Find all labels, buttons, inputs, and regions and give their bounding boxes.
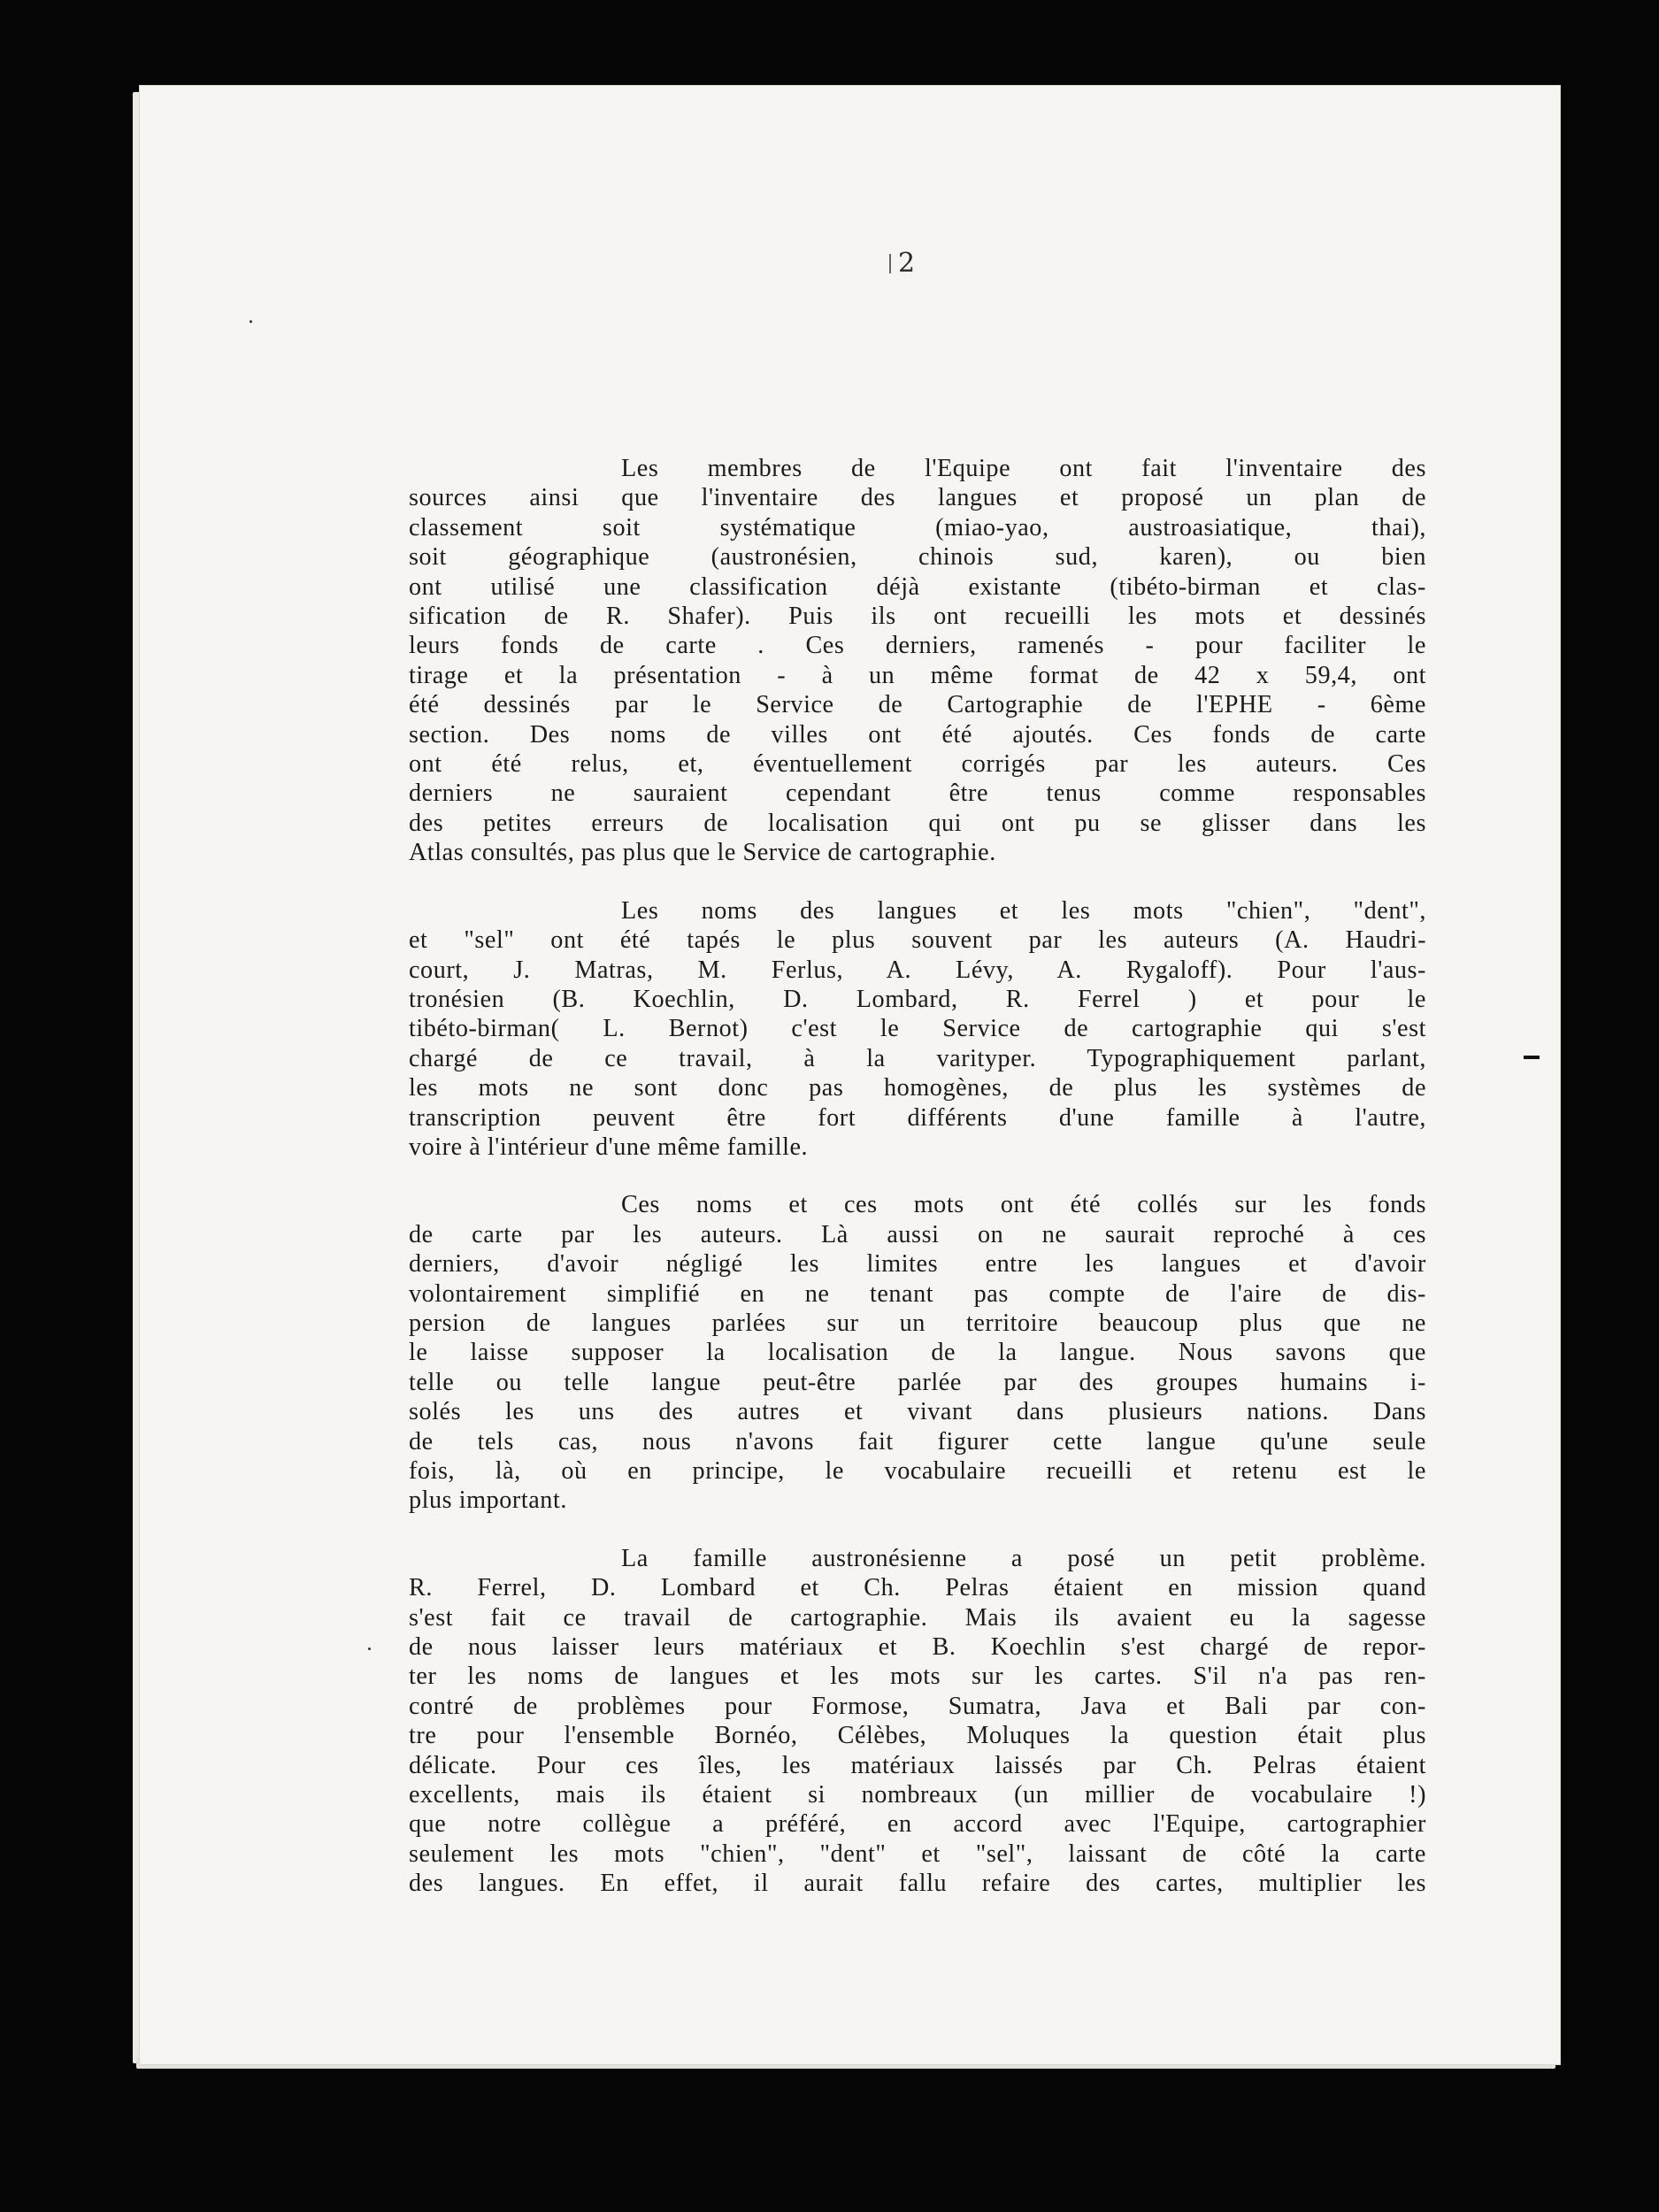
text-line: telle ou telle langue peut-être parlée par des groupes humains i- xyxy=(409,1368,1426,1396)
speck xyxy=(250,320,252,323)
text-line: tronésien (B. Koechlin, D. Lombard, R. Ferrel ) et pour le xyxy=(409,985,1426,1013)
text-line: transcription peuvent être fort différents d'une famille à l'autre, xyxy=(409,1103,1426,1132)
text-line: R. Ferrel, D. Lombard et Ch. Pelras étaient en mission quand xyxy=(409,1574,1426,1602)
text-line: tirage et la présentation - à un même format de 42 x 59,4, ont xyxy=(409,661,1426,689)
text-line: s'est fait ce travail de cartographie. Mais ils avaient eu la sagesse xyxy=(409,1603,1426,1632)
body-text xyxy=(409,454,1426,1927)
text-line: que notre collègue a préféré, en accord avec l'Equipe, cartographier xyxy=(409,1810,1426,1839)
text-line: seulement les mots "chien", "dent" et "sel", laissant de côté la carte xyxy=(409,1839,1426,1868)
text-line: leurs fonds de carte . Ces derniers, ramenés - pour faciliter le xyxy=(409,632,1426,660)
text-line: les mots ne sont donc pas homogènes, de plus les systèmes de xyxy=(409,1074,1426,1102)
text-line: été dessinés par le Service de Cartographie de l'EPHE - 6ème xyxy=(409,691,1426,719)
text-line: délicate. Pour ces îles, les matériaux laissés par Ch. Pelras étaient xyxy=(409,1751,1426,1779)
text-line: classement soit systématique (miao-yao, austroasiatique, thai), xyxy=(409,513,1426,541)
text-line: derniers ne sauraient cependant être tenus comme responsables xyxy=(409,780,1426,808)
text-line: section. Des noms de villes ont été ajoutés. Ces fonds de carte xyxy=(409,720,1426,749)
text-line: de nous laisser leurs matériaux et B. Koechlin s'est chargé de repor- xyxy=(409,1633,1426,1662)
text-line: court, J. Matras, M. Ferlus, A. Lévy, A. Rygaloff). Pour l'aus- xyxy=(409,956,1426,984)
page-number: 2 xyxy=(889,248,915,279)
text-line: chargé de ce travail, à la varityper. Typographiquement parlant, xyxy=(409,1044,1426,1072)
text-line: et "sel" ont été tapés le plus souvent par les auteurs (A. Haudri- xyxy=(409,926,1426,955)
text-line: sification de R. Shafer). Puis ils ont recueilli les mots et dessinés xyxy=(409,603,1426,631)
text-line: Les membres de l'Equipe ont fait l'inventaire des xyxy=(621,455,1426,482)
text-line: volontairement simplifié en ne tenant pas compte de l'aire de dis- xyxy=(409,1279,1426,1308)
text-line: le laisse supposer la localisation de la langue. Nous savons que xyxy=(409,1339,1426,1367)
text-line: de carte par les auteurs. Là aussi on ne saurait reproché à ces xyxy=(409,1220,1426,1248)
text-line: tibéto-birman( L. Bernot) c'est le Service de cartographie qui s'est xyxy=(409,1015,1426,1043)
paragraph xyxy=(409,896,1426,1163)
text-line: Ces noms et ces mots ont été collés sur les fonds xyxy=(621,1191,1426,1219)
text-line: fois, là, où en principe, le vocabulaire recueilli et retenu est le xyxy=(409,1457,1426,1485)
paragraph xyxy=(409,1190,1426,1515)
text-line: ont été relus, et, éventuellement corrigés par les auteurs. Ces xyxy=(409,750,1426,779)
text-line: voire à l'intérieur d'une même famille. xyxy=(409,1133,809,1161)
text-line: Atlas consultés, pas plus que le Service de cartographie. xyxy=(409,839,996,867)
text-line: derniers, d'avoir négligé les limites entre les langues et d'avoir xyxy=(409,1250,1426,1279)
paragraph xyxy=(409,454,1426,868)
text-line: de tels cas, nous n'avons fait figurer cette langue qu'une seule xyxy=(409,1427,1426,1455)
text-line: ter les noms de langues et les mots sur les cartes. S'il n'a pas ren- xyxy=(409,1663,1426,1691)
text-line: La famille austronésienne a posé un petit problème. xyxy=(621,1544,1426,1572)
paragraph xyxy=(409,1544,1426,1899)
text-line: sources ainsi que l'inventaire des langues et proposé un plan de xyxy=(409,484,1426,512)
text-line: ont utilisé une classification déjà existante (tibéto-birman et clas- xyxy=(409,572,1426,601)
text-line: persion de langues parlées sur un territoire beaucoup plus que ne xyxy=(409,1309,1426,1337)
margin-mark xyxy=(1524,1056,1540,1059)
text-line: tre pour l'ensemble Bornéo, Célèbes, Moluques la question était plus xyxy=(409,1722,1426,1750)
text-line: plus important. xyxy=(409,1486,567,1515)
text-line: soit géographique (austronésien, chinois sud, karen), ou bien xyxy=(409,543,1426,572)
speck xyxy=(368,1647,371,1650)
page-number-mark xyxy=(889,254,891,273)
text-line: Les noms des langues et les mots "chien", "dent", xyxy=(621,896,1426,925)
text-line: solés les uns des autres et vivant dans plusieurs nations. Dans xyxy=(409,1398,1426,1426)
text-line: contré de problèmes pour Formose, Sumatra, Java et Bali par con- xyxy=(409,1692,1426,1720)
text-line: des petites erreurs de localisation qui ont pu se glisser dans les xyxy=(409,809,1426,837)
text-line: excellents, mais ils étaient si nombreaux (un millier de vocabulaire !) xyxy=(409,1781,1426,1809)
text-line: des langues. En effet, il aurait fallu refaire des cartes, multiplier les xyxy=(409,1870,1426,1898)
